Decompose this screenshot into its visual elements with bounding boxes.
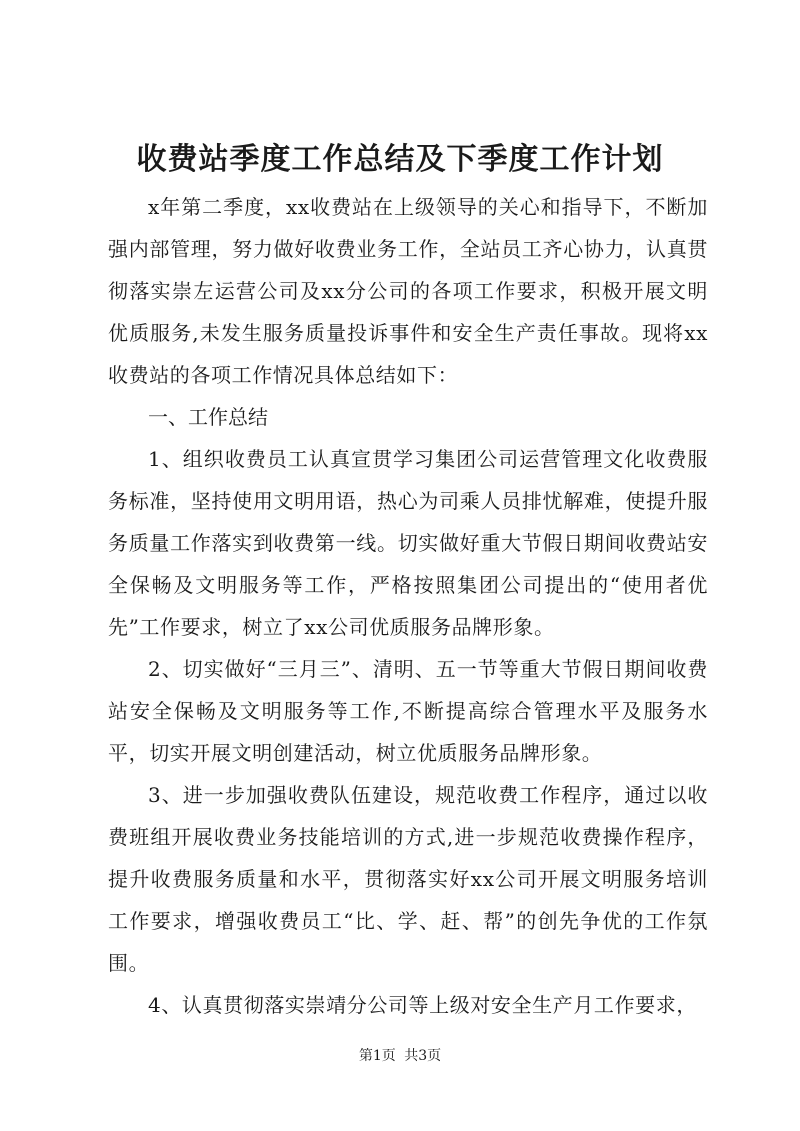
page-footer	[0, 1046, 800, 1066]
intro-paragraph: x年第二季度，xx收费站在上级领导的关心和指导下，不断加强内部管理，努力做好收费业务工作，全站员工齐心协力，认真贯彻落实崇左运营公司及xx分公司的各项工作要求，积极开展文明优质服务,未发生服务质量投诉事件和安全生产责任事故。现将xx收费站的各项工作情况具体总结如下：	[108, 195, 708, 387]
page-total: 共3页	[404, 1048, 442, 1064]
document-body	[108, 186, 708, 1026]
section-heading-work-summary: 一、工作总结	[148, 405, 268, 429]
summary-item-2: 2、切实做好“三月三”、清明、五一节等重大节假日期间收费站安全保畅及文明服务等工作,不断提高综合管理水平及服务水平，切实开展文明创建活动，树立优质服务品牌形象。	[108, 657, 708, 765]
document-title: 收费站季度工作总结及下季度工作计划	[136, 142, 664, 177]
page-number: 第1页	[358, 1048, 396, 1064]
summary-item-3: 3、进一步加强收费队伍建设，规范收费工作程序，通过以收费班组开展收费业务技能培训的方式,进一步规范收费操作程序，提升收费服务质量和水平，贯彻落实好xx公司开展文明服务培训工作要求，增强收费员工“比、学、赶、帮”的创先争优的工作氛围。	[108, 783, 708, 975]
summary-item-1: 1、组织收费员工认真宣贯学习集团公司运营管理文化收费服务标准，坚持使用文明用语，热心为司乘人员排忧解难，使提升服务质量工作落实到收费第一线。切实做好重大节假日期间收费站安全保畅及文明服务等工作，严格按照集团公司提出的“使用者优先”工作要求，树立了xx公司优质服务品牌形象。	[108, 447, 708, 639]
summary-item-4: 4、认真贯彻落实崇靖分公司等上级对安全生产月工作要求，	[148, 993, 697, 1017]
